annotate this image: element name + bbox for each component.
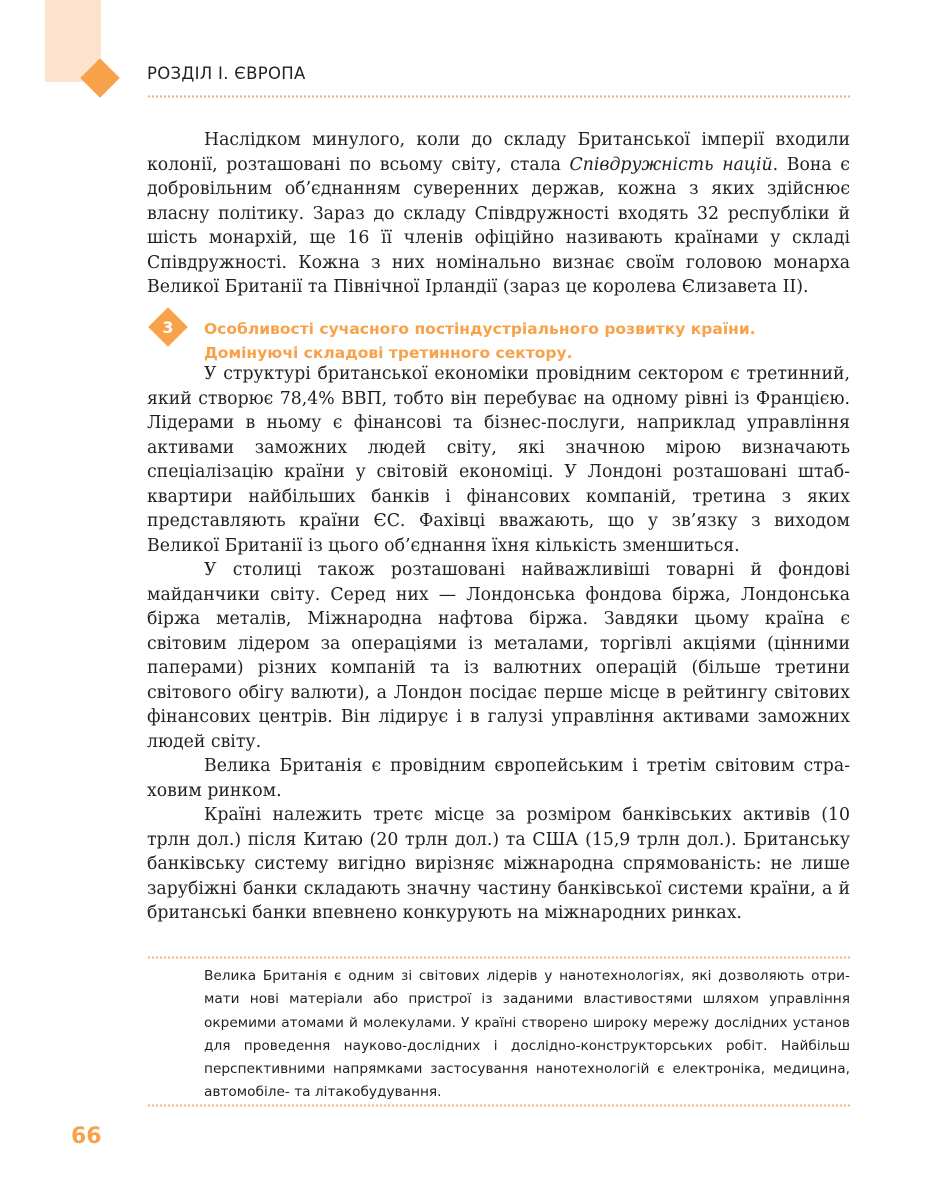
header-divider (147, 94, 852, 99)
intro-text (147, 128, 850, 300)
section-text (147, 362, 850, 926)
paragraph-exchanges: У столиці також розташовані найважливіші товарні й фондові майданчики світу. Серед них — Лондонська фондова біржа, Лондонська біржа металів, Міжнародна нафтова біржа. Завдяки цьому країна є світовим лідером за операціями із металами, торгівлі акціями (цінними паперами) різних компаній та із валютних операцій (більше третини світового обігу валюти), а Лондон посідає перше місце в рейтингу світових фінансових центрів. Він лідирує і в галузі управління активами заможних людей світу. (147, 560, 850, 752)
note-bottom-divider (147, 1103, 852, 1108)
paragraph-banking: Країні належить третє місце за розміром банківських активів (10 трлн дол.) після Китаю (20 трлн дол.) та США (15,9 трлн дол.). Британську банківську систему вигідно вирізняє міжнародна спрямованість: не лише зарубіжні банки складають значну частину банківської системи країни, а й британські банки впевнено конкурують на міжнародних ринках. (147, 805, 850, 923)
note-top-divider (147, 955, 852, 960)
intro-paragraph: Наслідком минулого, коли до складу Британської імперії входили колонії, розташовані по всьому світу, стала Співдружність націй. Вона є добровільним об’єднанням суверенних держав, кожна з яких здійснює власну політику. Зараз до складу Співдружності входять 32 республіки й шість монархій, ще 16 її членів офіційно називають країнами у складі Співдружності. Кожна з них номінально визнає своїм головою монарха Великої Британії та Північної Ірландії (зараз це королева Єлизавета ІІ). (147, 130, 850, 297)
page-number: 66 (71, 1124, 102, 1149)
commonwealth-term: Співдружність націй (569, 154, 773, 175)
chapter-heading: РОЗДІЛ І. ЄВРОПА (147, 64, 306, 83)
section-title (204, 317, 844, 365)
section-title-line2: Домінуючі складові третинного сектору. (204, 344, 573, 362)
paragraph-economy: У структурі британської економіки провідним сектором є третинний, який створює 78,4% ВВП, тобто він перебуває на одному рівні із Францією. Лідерами в ньому є фінансові та бізнес-послуги, наприклад управління активами заможних людей світу, які значною мірою визначають спеціалізацію країни у світовій економіці. У Лондоні розташовані штаб-квартири найбільших банків і фінансових компаній, третина з яких представляють країни ЄС. Фахівці вважають, що у зв’язку з виходом Великої Британії із цього об’єднання їхня кількість зменшиться. (147, 364, 850, 556)
section-title-line1: Особливості сучасного постіндустріального розвитку країни. (204, 320, 756, 338)
nanotech-note: Велика Британія є одним зі світових лідерів у нанотехнологіях, які дозволяють отримати нові матеріали або пристрої із заданими властивостями шляхом управління окремими атомами й молекулами. У країні створено широку мережу дослідних установ для проведення науково-дослідних і дослідно-конструкторських робіт. Найбільш перспективними напрямками застосування нанотехнологій є електроніка, медицина, автомобіле- та літакобудування. (204, 968, 850, 1101)
section-number: 3 (162, 317, 174, 337)
paragraph-insurance: Велика Британія є провідним європейським і третім світовим страховим ринком. (147, 756, 850, 801)
